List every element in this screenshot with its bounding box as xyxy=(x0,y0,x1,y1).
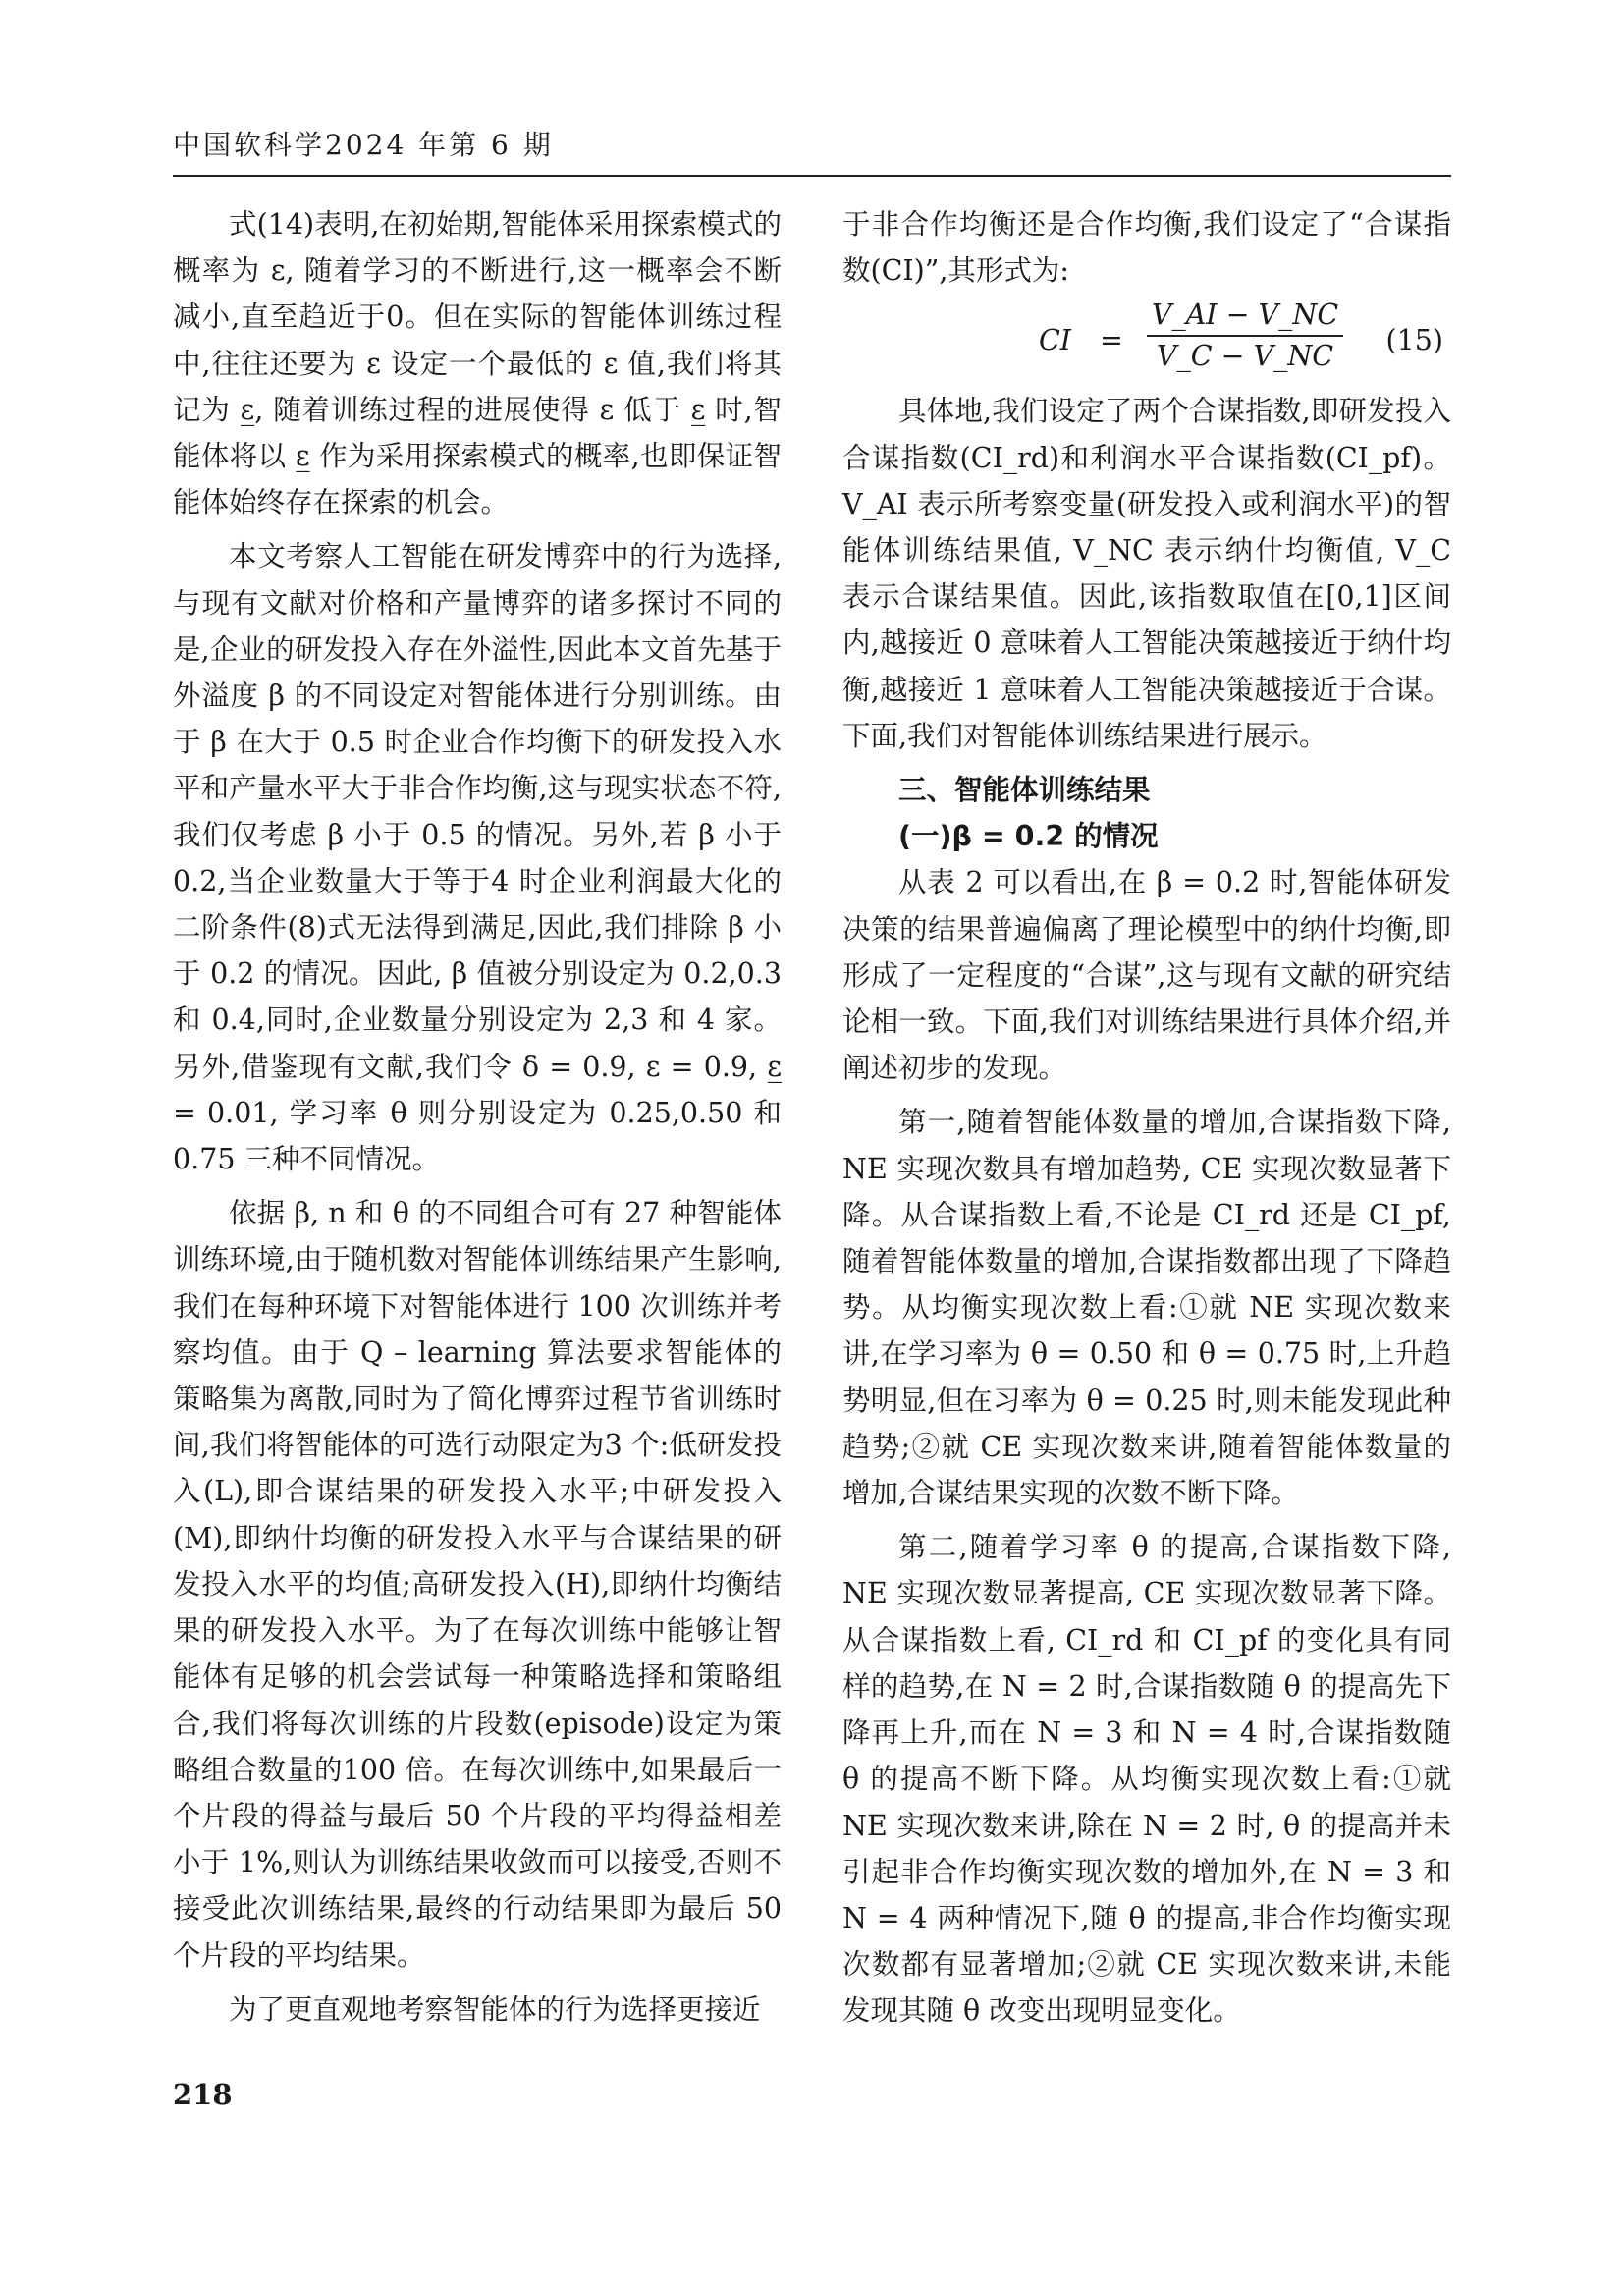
paragraph: 式(14)表明,在初始期,智能体采用探索模式的概率为 ε, 随着学习的不断进行,这一概率会不断减小,直至趋近于0。但在实际的智能体训练过程中,往往还要为 ε 设定一个最低的 ε 值,我们将其记为 ε̲, 随着训练过程的进展使得 ε 低于 ε̲ 时,智能体将以 ε̲ 作为采用探索模式的概率,也即保证智能体始终存在探索的机会。 xyxy=(173,208,782,519)
section-title: 三、智能体训练结果 xyxy=(898,774,1151,807)
paragraph: 从表 2 可以看出,在 β = 0.2 时,智能体研发决策的结果普遍偏离了理论模型中的纳什均衡,即形成了一定程度的“合谋”,这与现有文献的研究结论相一致。下面,我们对训练结果进行具体介绍,并阐述初步的发现。 xyxy=(842,866,1451,1085)
paragraph: 具体地,我们设定了两个合谋指数,即研发投入合谋指数(CI_rd)和利润水平合谋指数(CI_pf)。V_AI 表示所考察变量(研发投入或利润水平)的智能体训练结果值, V_NC 表示纳什均衡值, V_C 表示合谋结果值。因此,该指数取值在[0,1]区间内,越接近 0 意味着人工智能决策越接近于纳什均衡,越接近 1 意味着人工智能决策越接近于合谋。下面,我们对智能体训练结果进行展示。 xyxy=(842,395,1451,752)
header-rule xyxy=(173,175,1451,177)
subsection-title: (一)β = 0.2 的情况 xyxy=(898,820,1159,853)
paragraph: 第一,随着智能体数量的增加,合谋指数下降, NE 实现次数具有增加趋势, CE 实现次数显著下降。从合谋指数上看,不论是 CI_rd 还是 CI_pf,随着智能体数量的增加,合谋指数都出现了下降趋势。从均衡实现次数上看:①就 NE 实现次数来讲,在学习率为 θ = 0.50 和 θ = 0.75 时,上升趋势明显,但在习率为 θ = 0.25 时,则未能发现此种趋势;②就 CE 实现次数来讲,随着智能体数量的增加,合谋结果实现的次数不断下降。 xyxy=(842,1106,1451,1510)
paragraph: 为了更直观地考察智能体的行为选择更接近 xyxy=(229,1992,761,2026)
formula-lhs: CI xyxy=(1039,324,1072,357)
formula-equals: = xyxy=(1100,324,1123,357)
paragraph: 于非合作均衡还是合作均衡,我们设定了“合谋指数(CI)”,其形式为: xyxy=(842,208,1451,288)
journal-header: 中国软科学2024 年第 6 期 xyxy=(173,129,554,161)
page-number: 218 xyxy=(173,2078,233,2111)
paragraph: 本文考察人工智能在研发博弈中的行为选择,与现有文献对价格和产量博弈的诸多探讨不同的是,企业的研发投入存在外溢性,因此本文首先基于外溢度 β 的不同设定对智能体进行分别训练。由于 β 在大于 0.5 时企业合作均衡下的研发投入水平和产量水平大于非合作均衡,这与现实状态不符,我们仅考虑 β 小于 0.5 的情况。另外,若 β 小于 0.2,当企业数量大于等于4 时企业利润最大化的二阶条件(8)式无法得到满足,因此,我们排除 β 小于 0.2 的情况。因此, β 值被分别设定为 0.2,0.3 和 0.4,同时,企业数量分别设定为 2,3 和 4 家。另外,借鉴现有文献,我们令 δ = 0.9, ε = 0.9, ε̲ = 0.01, 学习率 θ 则分别设定为 0.25,0.50 和 0.75 三种不同情况。 xyxy=(173,540,782,1176)
equation-number: (15) xyxy=(1385,324,1443,357)
left-column xyxy=(173,201,782,2033)
formula-fraction xyxy=(1147,296,1343,376)
paragraph: 第二,随着学习率 θ 的提高,合谋指数下降, NE 实现次数显著提高, CE 实现次数显著下降。从合谋指数上看, CI_rd 和 CI_pf 的变化具有同样的趋势,在 N = 2 时,合谋指数随 θ 的提高先下降再上升,而在 N = 3 和 N = 4 时,合谋指数随 θ 的提高不断下降。从均衡实现次数上看:①就 NE 实现次数来讲,除在 N = 2 时, θ 的提高并未引起非合作均衡实现次数的增加外,在 N = 3 和 N = 4 两种情况下,随 θ 的提高,非合作均衡实现次数都有显著增加;②就 CE 实现次数来讲,未能发现其随 θ 改变出现明显变化。 xyxy=(842,1531,1451,2028)
formula-denominator: V_C − V_NC xyxy=(1156,340,1334,373)
formula-numerator: V_AI − V_NC xyxy=(1147,296,1343,337)
paragraph: 依据 β, n 和 θ 的不同组合可有 27 种智能体训练环境,由于随机数对智能体训练结果产生影响,我们在每种环境下对智能体进行 100 次训练并考察均值。由于 Q – learning 算法要求智能体的策略集为离散,同时为了简化博弈过程节省训练时间,我们将智能体的可选行动限定为3 个:低研发投入(L),即合谋结果的研发投入水平;中研发投入(M),即纳什均衡的研发投入水平与合谋结果的研发投入水平的均值;高研发投入(H),即纳什均衡结果的研发投入水平。为了在每次训练中能够让智能体有足够的机会尝试每一种策略选择和策略组合,我们将每次训练的片段数(episode)设定为策略组合数量的100 倍。在每次训练中,如果最后一个片段的得益与最后 50 个片段的平均得益相差小于 1%,则认为训练结果收敛而可以接受,否则不接受此次训练结果,最终的行动结果即为最后 50 个片段的平均结果。 xyxy=(173,1197,782,1972)
right-column xyxy=(842,201,1451,2035)
formula-15 xyxy=(842,296,1451,382)
